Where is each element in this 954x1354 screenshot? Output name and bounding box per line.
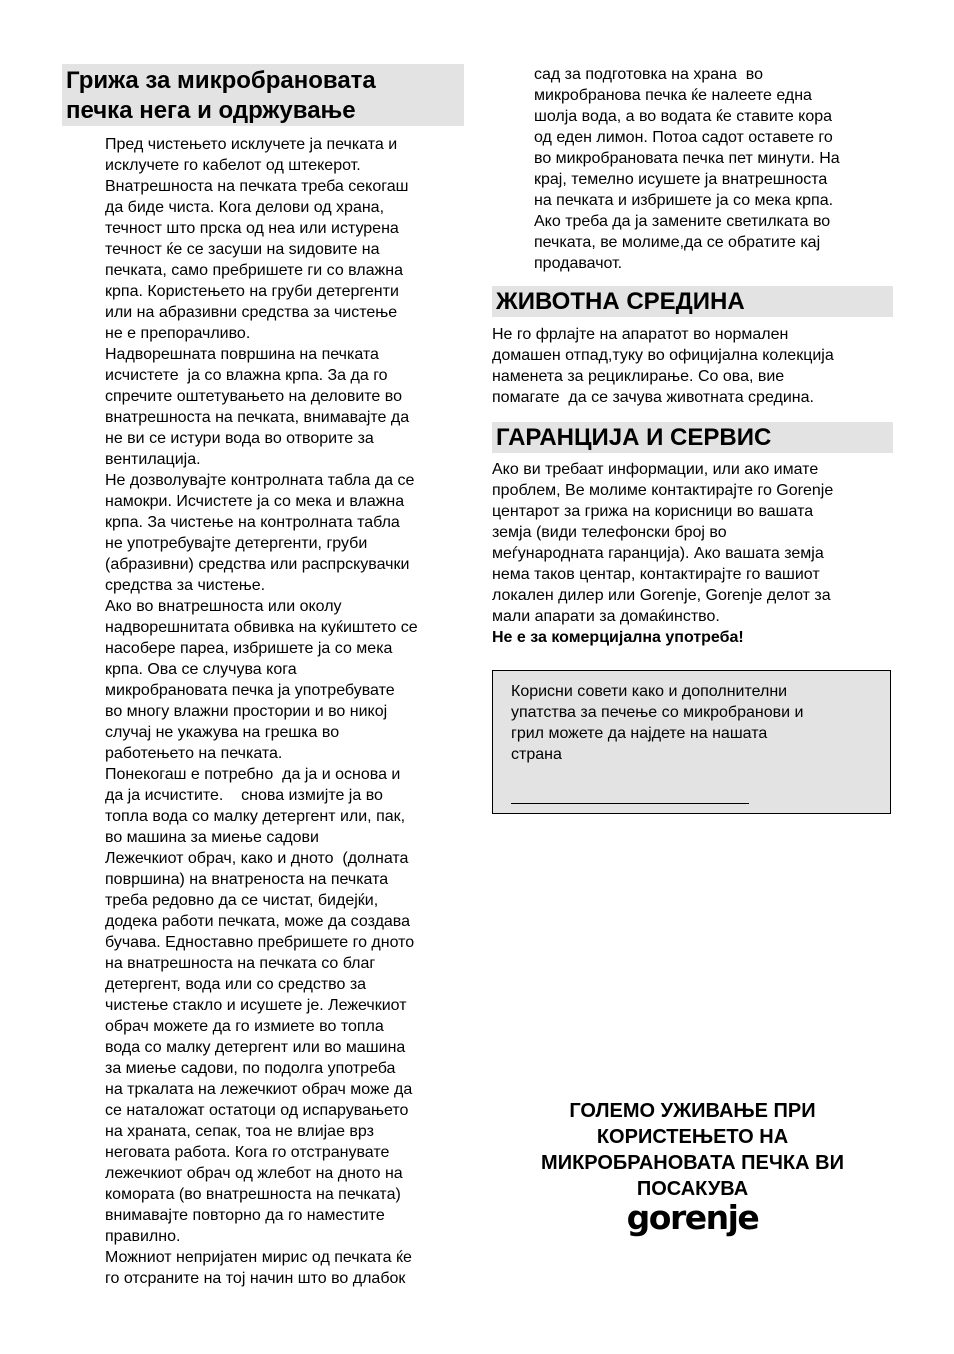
care-continuation-text: сад за подготовка на храна во микробранова печка ќе налеете една шолја вода, а во водата ќе ставите кора од еден лимон. Потоа садот оставете го во микробрановата печка пет минути. На крај, темелно исушете ја внатрешноста на печката и избришете ја со мека крпа. Ако треба да ја замените светилката во печката, ве молиме,да се обратите кај продавачот. <box>534 66 840 272</box>
care-paragraph: Лежечкиот обрач, како и дното (долната површина) на внатреноста на печката треба редовно да се чистат, бидејќи, додека работи печката, може да создава бучава. Едноставно пребришете го дното на внатрешноста на печката со благ детергент, вода или со средство за чистење стакло и исушете је. Лежечкиот обрач можете да го измиете во топла вода со малку детергент или во машина за миење садови, по подолга употреба на тркалата на лежечкиот обрач може да се наталожат остатоци од испарувањето на храната, сепак, тоа не влијае врз неговата работа. Кога го отстранувате лежечкиот обрач од жлебот на дното на комората (во внатрешноста на печката) внимавајте повторно да го наместите правилно. <box>105 850 415 1245</box>
care-paragraph: Ако во внатрешноста или околу надворешнитата обвивка на куќиштето се насобере пареа, избришете ја со мека крпа. Ова се случува кога микробрановата печка ја употребувате во многу влажни простории и во никој случај не укажува на грешка во работењето на печката. <box>105 598 418 762</box>
care-section <box>62 64 464 1289</box>
care-heading <box>62 64 464 126</box>
environment-heading: ЖИВОТНА СРЕДИНА <box>492 286 893 317</box>
right-column <box>492 64 893 648</box>
care-paragraph: Понекогаш е потребно да ја и основа и да ја исчистите. снова измијте ја во топла вода со малку детергент или, пак, во машина за миење садови <box>105 766 406 846</box>
environment-text: Не го фрлајте на апаратот во нормален домашен отпад,туку во официјална колекција наменета за рециклирање. Со ова, вие помагате да се зачува животната средина. <box>492 326 834 406</box>
care-paragraph: Пред чистењето исклучете ја печката и исклучете го кабелот од штекерот. Внатрешноста на печката треба секогаш да биде чиста. Кога делови од храна, течност што прска од неа или истурена течност ќе се засуши на ѕидовите на печката, само пребришете ги со влажна крпа. Користењето на груби детергенти или на абразивни средства за чистење не е препорачливо. <box>105 136 409 342</box>
care-paragraph: Можниот непријатен мирис од печката ќе го отсраните на тој начин што во длабок <box>105 1249 412 1287</box>
closing-line: КОРИСТЕЊЕТО НА <box>596 1126 789 1148</box>
care-continuation <box>492 64 893 274</box>
warranty-text: Ако ви требаат информации, или ако имате проблем, Ве молиме контактирајте го Gorenje центарот за грижа на корисници во вашата земја (види телефонски број во меѓународната гаранција). Ако вашата земја нема таков центар, контактирајте го вашиот локален дилер или Gorenje, Gorenje делот за мали апарати за домаќинство. <box>492 461 834 625</box>
tips-box <box>492 670 891 814</box>
closing-line: ГОЛЕМО УЖИВАЊЕ ПРИ <box>569 1100 816 1122</box>
closing-line: МИКРОБРАНОВАТА ПЕЧКА ВИ <box>541 1152 844 1174</box>
tips-blank-line <box>511 803 749 804</box>
gorenje-logo: gorenje <box>626 1198 759 1237</box>
care-paragraph: Надворешната површина на печката исчистете ја со влажна крпа. За да го спречите оштетувањето на деловите во внатрешноста на печката, внимавајте да не ви се истури вода во отворите за вентилација. <box>105 346 410 468</box>
closing-message <box>492 1098 893 1202</box>
tips-text: Корисни совети како и дополнителни упатства за печење со микробранови и грил можете да најдете на нашата страна <box>511 683 804 763</box>
care-heading-line: Грижа за микробрановата <box>66 67 376 94</box>
warranty-bold-note: Не е за комерцијална употреба! <box>492 629 744 646</box>
care-paragraph: Не дозволувајте контролната табла да се намокри. Исчистете ја со мека и влажна крпа. За чистење на контролната табла не употребувајте детергенти, груби (абразивни) средства или распрскувачки средства за чистење. <box>105 472 415 594</box>
care-body <box>62 134 464 1289</box>
closing-line: ПОСАКУВА <box>636 1178 749 1200</box>
warranty-heading: ГАРАНЦИЈА И СЕРВИС <box>492 422 893 453</box>
care-heading-line: печка нега и одржување <box>66 97 356 124</box>
